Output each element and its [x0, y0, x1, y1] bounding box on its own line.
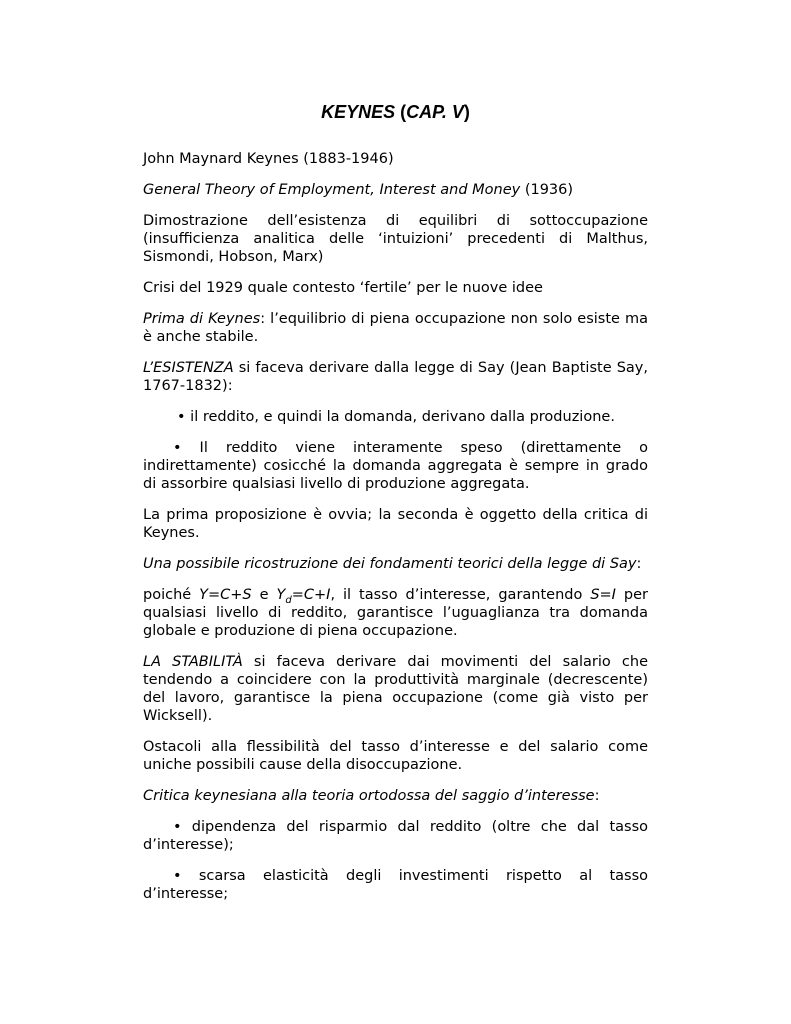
bullet-item: • il reddito, e quindi la domanda, derivano dalla produzione. [177, 409, 615, 425]
bullet-item: • scarsa elasticità degli investimenti rispetto al tasso d’interesse; [143, 868, 648, 902]
equation-y: Y=C+S [199, 587, 252, 603]
paragraph-prima-di-keynes [143, 310, 648, 346]
document-body [143, 150, 648, 916]
critica-colon: : [594, 788, 600, 804]
ricostruzione-colon: : [636, 556, 642, 572]
paragraph-dimostrazione: Dimostrazione dell’esistenza di equilibri di sottoccupazione (insufficienza analitica delle ‘intuizioni’ precedenti di Malthus, Sismondi, Hobson, Marx) [143, 213, 648, 265]
equation-subscript: d [285, 594, 292, 606]
poiche-middle: , il tasso d’interesse, garantendo [330, 587, 591, 603]
ricostruzione-lead: Una possibile ricostruzione dei fondamenti teorici della legge di Say [143, 556, 637, 572]
work-line [143, 181, 648, 199]
paragraph-ricostruzione [143, 555, 648, 573]
esistenza-text: si faceva derivare dalla legge di Say (Jean Baptiste Say, 1767-1832): [143, 360, 648, 394]
paragraph-esistenza [143, 359, 648, 395]
author-line: John Maynard Keynes (1883-1946) [143, 151, 394, 167]
title-main: KEYNES [321, 102, 396, 122]
prima-lead: Prima di Keynes [143, 311, 261, 327]
paragraph-prima-proposizione: La prima proposizione è ovvia; la seconda è oggetto della critica di Keynes. [143, 507, 648, 541]
esistenza-lead: L’ESISTENZA [143, 360, 234, 376]
equation-yd-rhs: =C+I [291, 587, 331, 603]
document-title [0, 102, 791, 123]
paragraph-crisi: Crisi del 1929 quale contesto ‘fertile’ per le nuove idee [143, 280, 543, 296]
title-paren-open: ( [395, 102, 407, 122]
work-year: (1936) [520, 182, 574, 198]
poiche-and: e [251, 587, 277, 603]
title-paren-close: ) [463, 102, 470, 122]
equation-yd: Y [276, 587, 286, 603]
stabilita-lead: LA STABILITÀ [143, 654, 243, 670]
bullet-item: • Il reddito viene interamente speso (direttamente o indirettamente) cosicché la domanda aggregata è sempre in grado di assorbire qualsiasi livello di produzione aggregata. [143, 440, 648, 492]
prima-text: : l’equilibrio di piena occupazione non solo esiste ma è anche stabile. [143, 311, 649, 345]
paragraph-stabilita [143, 653, 648, 725]
work-title: General Theory of Employment, Interest and Money [143, 182, 521, 198]
bullet-item: • dipendenza del risparmio dal reddito (oltre che dal tasso d’interesse); [143, 819, 648, 853]
paragraph-poiche [143, 586, 648, 640]
stabilita-text: si faceva derivare dai movimenti del salario che tendendo a coincidere con la produttività marginale (decrescente) del lavoro, garantisce la piena occupazione (come già visto per Wicksell). [143, 654, 648, 724]
paragraph-critica [143, 787, 648, 805]
poiche-end: per qualsiasi livello di reddito, garantisce l’uguaglianza tra domanda globale e produzione di piena occupazione. [143, 587, 649, 639]
title-chapter: CAP. V [406, 102, 464, 122]
poiche-text: poiché [143, 587, 200, 603]
equation-s-i: S=I [590, 587, 616, 603]
paragraph-ostacoli: Ostacoli alla flessibilità del tasso d’interesse e del salario come uniche possibili cause della disoccupazione. [143, 739, 648, 773]
critica-lead: Critica keynesiana alla teoria ortodossa del saggio d’interesse [143, 788, 595, 804]
